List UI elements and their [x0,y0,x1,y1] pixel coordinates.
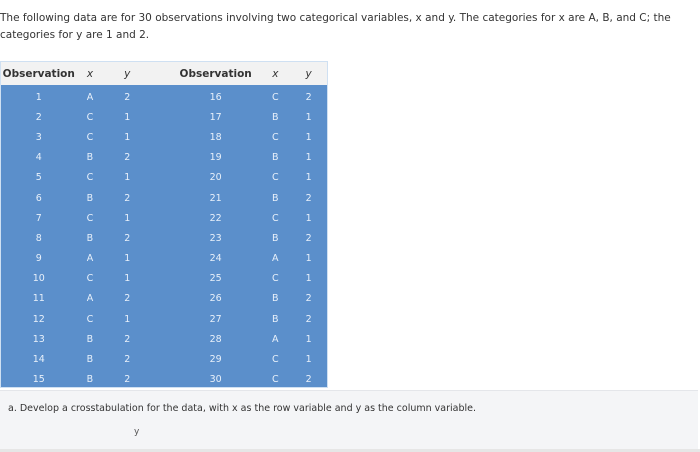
cell-observation: 14 [32,354,45,366]
cell-y: 2 [124,91,131,103]
cell-x: B [86,374,94,386]
cell-observation: 18 [209,131,222,143]
cell-observation: 7 [35,212,42,224]
cell-x: A [86,253,94,265]
cell-y: 1 [305,273,312,285]
table-row [1,329,327,349]
cell-x: B [86,232,94,244]
cell-y: 1 [124,212,131,224]
cell-observation: 6 [35,192,42,204]
cell-y: 1 [305,131,312,143]
cell-x: B [272,293,279,305]
cell-observation: 23 [209,232,222,244]
cell-x: B [272,111,279,123]
cell-y: 1 [305,354,312,366]
cell-y: 1 [124,172,131,184]
cell-x: B [86,333,94,345]
cell-x: C [86,172,94,184]
problem-intro-text: The following data are for 30 observations involving two categorical variables, x and y. The categories for x are A, B, and C; the categories for y are 1 and 2. [0,12,671,41]
cell-y: 1 [124,253,131,265]
cell-x: C [86,131,94,143]
cell-x: C [86,111,94,123]
table-row [1,168,327,188]
cell-y: 1 [305,172,312,184]
cell-y: 1 [124,273,131,285]
cell-observation: 10 [32,273,45,285]
cell-x: B [86,152,94,164]
cell-observation: 20 [209,172,222,184]
table-row [1,127,327,147]
cell-x: A [86,293,94,305]
cell-y: 2 [305,374,312,386]
table-body [1,85,327,390]
cell-observation: 5 [35,172,42,184]
cell-observation: 25 [209,273,222,285]
cell-y: 2 [124,152,131,164]
header-observation-right: Observation [179,67,252,80]
cell-observation: 15 [32,374,45,386]
cell-x: C [86,212,94,224]
cell-x: B [272,313,279,325]
cell-y: 2 [305,232,312,244]
cell-observation: 30 [209,374,222,386]
header-observation-left: Observation [2,67,75,80]
cell-observation: 16 [209,91,222,103]
cell-y: 2 [305,192,312,204]
cell-observation: 22 [209,212,222,224]
table-row [1,228,327,248]
table-row [1,349,327,369]
table-row [1,87,327,107]
cell-y: 1 [124,111,131,123]
cell-y: 1 [305,111,312,123]
cell-observation: 24 [209,253,222,265]
cell-x: C [271,374,279,386]
cell-x: A [86,91,94,103]
data-table [0,61,328,388]
cell-y: 2 [305,91,312,103]
cell-x: A [272,333,279,345]
cell-x: C [271,354,279,366]
table-row [1,289,327,309]
cell-y: 2 [124,293,131,305]
cell-x: A [272,253,279,265]
table-row [1,208,327,228]
column-variable-label: y [134,427,140,437]
cell-y: 2 [124,192,131,204]
cell-x: C [86,313,94,325]
question-panel [0,390,698,449]
header-y-left: y [124,67,131,80]
cell-observation: 13 [32,333,45,345]
cell-observation: 4 [35,152,42,164]
table-row [1,249,327,269]
table-row [1,269,327,289]
cell-x: B [86,192,94,204]
cell-observation: 12 [32,313,45,325]
cell-y: 2 [305,313,312,325]
cell-x: B [86,354,94,366]
table-row [1,370,327,390]
cell-observation: 11 [32,293,45,305]
cell-observation: 8 [35,232,42,244]
cell-observation: 2 [35,111,42,123]
cell-y: 2 [124,354,131,366]
cell-observation: 3 [35,131,42,143]
cell-observation: 19 [209,152,222,164]
cell-observation: 28 [209,333,222,345]
cell-x: C [271,131,279,143]
cell-observation: 21 [209,192,222,204]
cell-y: 1 [305,253,312,265]
table-row [1,148,327,168]
cell-observation: 1 [35,91,42,103]
header-x-left: x [86,67,94,80]
cell-y: 1 [305,212,312,224]
cell-x: C [271,212,279,224]
cell-x: B [272,152,279,164]
cell-observation: 9 [35,253,42,265]
table-header-row [1,62,327,85]
cell-y: 2 [124,374,131,386]
cell-y: 1 [305,152,312,164]
table-row [1,309,327,329]
cell-y: 2 [124,333,131,345]
table-row [1,107,327,127]
header-x-right: x [272,67,279,80]
header-y-right: y [305,67,312,80]
table-row [1,188,327,208]
cell-observation: 27 [209,313,222,325]
cell-x: C [271,91,279,103]
cell-x: C [271,172,279,184]
cell-x: B [272,232,279,244]
cell-y: 2 [124,232,131,244]
cell-y: 2 [305,293,312,305]
cell-y: 1 [124,131,131,143]
cell-x: C [271,273,279,285]
cell-y: 1 [124,313,131,325]
cell-x: C [86,273,94,285]
cell-observation: 29 [209,354,222,366]
cell-observation: 17 [209,111,222,123]
cell-y: 1 [305,333,312,345]
question-text: a. Develop a crosstabulation for the data, with x as the row variable and y as the column variable. [8,403,477,414]
cell-observation: 26 [209,293,222,305]
cell-x: B [272,192,279,204]
